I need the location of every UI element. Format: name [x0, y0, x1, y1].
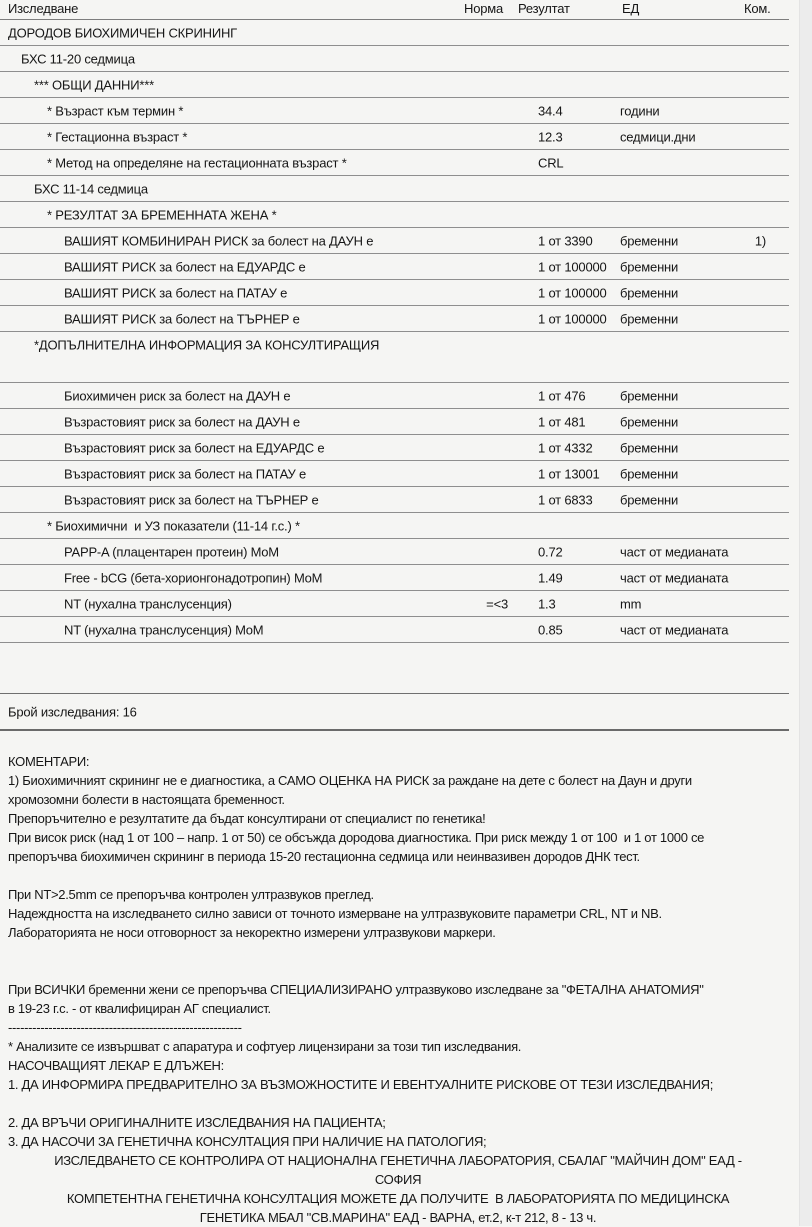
row-label: *ДОПЪЛНИТЕЛНА ИНФОРМАЦИЯ ЗА КОНСУЛТИРАЩИЯ — [34, 337, 380, 352]
row-result-value: 1 от 100000 — [538, 311, 607, 326]
comment-line: НАСОЧВАЩИЯТ ЛЕКАР Е ДЛЪЖЕН: — [8, 1058, 224, 1073]
row-result-value: 1 от 4332 — [538, 440, 593, 455]
table-row — [0, 409, 789, 435]
row-unit-value: бременни — [620, 233, 679, 248]
column-header-unit: ЕД — [622, 1, 640, 16]
page-right-edge — [799, 0, 812, 1226]
table-header-row — [0, 0, 789, 20]
comments-section — [0, 731, 796, 1227]
row-label: * Възраст към термин * — [47, 103, 184, 118]
row-result-value: 0.85 — [538, 622, 563, 637]
table-row — [0, 124, 789, 150]
row-result-value: 12.3 — [538, 129, 563, 144]
comment-line: При NT>2.5mm се препоръчва контролен ултразвуков преглед. — [8, 887, 374, 902]
row-result-value: 1 от 6833 — [538, 492, 593, 507]
row-label: *** ОБЩИ ДАННИ*** — [34, 77, 154, 92]
comment-line — [8, 866, 788, 885]
table-row — [0, 435, 789, 461]
table-row — [0, 487, 789, 513]
results-table-body — [0, 20, 812, 643]
row-label: ВАШИЯТ РИСК за болест на ПАТАУ е — [64, 285, 288, 300]
row-unit-value: години — [620, 103, 660, 118]
row-label: * РЕЗУЛТАТ ЗА БРЕМЕННАТА ЖЕНА * — [47, 207, 277, 222]
table-row — [0, 513, 789, 539]
tests-count-label: Брой изследвания: 16 — [8, 704, 137, 719]
comment-line: При ВСИЧКИ бременни жени се препоръчва СПЕЦИАЛИЗИРАНО ултразвуково изследване за "ФЕТАЛНА АНАТОМИЯ" — [8, 982, 704, 997]
row-unit-value: бременни — [620, 414, 679, 429]
row-label: Биохимичен риск за болест на ДАУН е — [64, 388, 291, 403]
comment-line: хромозомни болести в настоящата бременност. — [8, 792, 285, 807]
row-label: NT (нухална транслусенция) — [64, 596, 232, 611]
comment-line: КОМПЕТЕНТНА ГЕНЕТИЧНА КОНСУЛТАЦИЯ МОЖЕТЕ ДА ПОЛУЧИТЕ В ЛАБОРАТОРИЯТА ПО МЕДИЦИНСКА — [66, 1191, 730, 1206]
row-result-value: 1 от 3390 — [538, 233, 593, 248]
row-unit-value: бременни — [620, 466, 679, 481]
table-row — [0, 332, 789, 357]
row-label: ВАШИЯТ РИСК за болест на ЕДУАРДС е — [64, 259, 306, 274]
row-label: БХС 11-14 седмица — [34, 181, 148, 196]
row-label: Възрастовият риск за болест на ЕДУАРДС е — [64, 440, 325, 455]
table-row — [0, 46, 789, 72]
row-comment-ref: 1) — [754, 233, 766, 248]
comment-line: препоръчва биохимичен скрининг в периода 15-20 гестационна седмица или неинвазивен дородов ДНК тест. — [8, 849, 640, 864]
comment-line: 2. ДА ВРЪЧИ ОРИГИНАЛНИТЕ ИЗСЛЕДВАНИЯ НА ПАЦИЕНТА; — [8, 1115, 386, 1130]
comment-line: ИЗСЛЕДВАНЕТО СЕ КОНТРОЛИРА ОТ НАЦИОНАЛНА ГЕНЕТИЧНА ЛАБОРАТОРИЯ, СБАЛАГ "МАЙЧИН ДОМ" ЕАД - — [54, 1153, 742, 1168]
row-label: NT (нухална транслусенция) MoM — [64, 622, 264, 637]
comment-line: * Анализите се извършват с апаратура и софтуер лицензирани за този тип изследвания. — [8, 1039, 522, 1054]
column-header-investigation: Изследване — [8, 1, 79, 16]
row-label: ВАШИЯТ КОМБИНИРАН РИСК за болест на ДАУН е — [64, 233, 374, 248]
table-row — [0, 280, 789, 306]
table-row — [0, 306, 789, 332]
comment-line: 3. ДА НАСОЧИ ЗА ГЕНЕТИЧНА КОНСУЛТАЦИЯ ПРИ НАЛИЧИЕ НА ПАТОЛОГИЯ; — [8, 1134, 487, 1149]
comment-line: СОФИЯ — [374, 1172, 422, 1187]
table-row — [0, 98, 789, 124]
table-row — [0, 565, 789, 591]
row-result-value: 0.72 — [538, 544, 563, 559]
comment-line: ГЕНЕТИКА МБАЛ "СВ.МАРИНА" ЕАД - ВАРНА, ет.2, к-т 212, 8 - 13 ч. — [199, 1210, 597, 1225]
row-result-value: 1 от 481 — [538, 414, 586, 429]
row-label: Възрастовият риск за болест на ТЪРНЕР е — [64, 492, 319, 507]
row-result-value: 1 от 100000 — [538, 259, 607, 274]
table-row-blank — [0, 357, 789, 383]
row-unit-value: част от медианата — [620, 622, 729, 637]
row-result-value: 1 от 476 — [538, 388, 586, 403]
comment-line: При висок риск (над 1 от 100 – напр. 1 от 50) се обсъжда дородова диагностика. При риск между 1 от 100 и 1 от 1000 се — [8, 830, 705, 845]
table-summary-gap — [0, 643, 789, 693]
table-row — [0, 228, 789, 254]
row-result-value: 1 от 13001 — [538, 466, 600, 481]
comment-line: в 19-23 г.с. - от квалифициран АГ специалист. — [8, 1001, 271, 1016]
row-unit-value: бременни — [620, 285, 679, 300]
tests-count-row — [0, 693, 789, 731]
row-unit-value: част от медианата — [620, 544, 729, 559]
table-row — [0, 72, 789, 98]
table-row — [0, 617, 789, 643]
table-row — [0, 539, 789, 565]
table-row — [0, 461, 789, 487]
row-label: * Биохимични и УЗ показатели (11-14 г.с.) * — [47, 518, 300, 533]
row-label: ВАШИЯТ РИСК за болест на ТЪРНЕР е — [64, 311, 300, 326]
table-row — [0, 202, 789, 228]
row-label: * Метод на определяне на гестационната възраст * — [47, 155, 347, 170]
row-label: БХС 11-20 седмица — [21, 51, 135, 66]
comment-line — [8, 961, 788, 980]
table-row — [0, 591, 789, 617]
comment-line: КОМЕНТАРИ: — [8, 754, 90, 769]
column-header-norm: Норма — [464, 1, 504, 16]
row-result-value: 1 от 100000 — [538, 285, 607, 300]
table-row — [0, 383, 789, 409]
row-norm-value: =<3 — [486, 596, 508, 611]
row-result-value: CRL — [538, 155, 564, 170]
comment-line: Препоръчително е резултатите да бъдат консултирани от специалист по генетика! — [8, 811, 486, 826]
row-unit-value: част от медианата — [620, 570, 729, 585]
table-row — [0, 150, 789, 176]
row-result-value: 1.49 — [538, 570, 563, 585]
table-row — [0, 20, 789, 46]
comment-line: Надеждността на изследването силно зависи от точното измерване на ултразвуковите параметри CRL, NT и NB. — [8, 906, 662, 921]
row-unit-value: бременни — [620, 259, 679, 274]
row-unit-value: седмици.дни — [620, 129, 696, 144]
row-unit-value: бременни — [620, 440, 679, 455]
comment-line: 1. ДА ИНФОРМИРА ПРЕДВАРИТЕЛНО ЗА ВЪЗМОЖНОСТИТЕ И ЕВЕНТУАЛНИТЕ РИСКОВЕ ОТ ТЕЗИ ИЗСЛЕДВАНИЯ; — [8, 1077, 714, 1092]
row-label: Възрастовият риск за болест на ПАТАУ е — [64, 466, 307, 481]
row-label: ДОРОДОВ БИОХИМИЧЕН СКРИНИНГ — [8, 25, 237, 40]
comment-line: 1) Биохимичният скрининг не е диагностика, а САМО ОЦЕНКА НА РИСК за раждане на дете с болест на Даун и други — [8, 773, 692, 788]
row-result-value: 34.4 — [538, 103, 563, 118]
comment-line: ---------------------------------------------------------- — [8, 1020, 242, 1035]
table-row — [0, 176, 789, 202]
row-label: PAPP-A (плацентарен протеин) MoM — [64, 544, 279, 559]
column-header-comment: Ком. — [744, 1, 771, 16]
row-unit-value: бременни — [620, 311, 679, 326]
row-label: Възрастовият риск за болест на ДАУН е — [64, 414, 300, 429]
comment-line: Лабораторията не носи отговорност за некоректно измерени ултразвукови маркери. — [8, 925, 496, 940]
comment-line — [8, 942, 788, 961]
table-row — [0, 254, 789, 280]
row-result-value: 1.3 — [538, 596, 556, 611]
comment-line — [8, 1094, 788, 1113]
column-header-result: Резултат — [518, 1, 570, 16]
row-unit-value: бременни — [620, 492, 679, 507]
row-unit-value: бременни — [620, 388, 679, 403]
row-unit-value: mm — [620, 596, 642, 611]
row-label: * Гестационна възраст * — [47, 129, 188, 144]
row-label: Free - bCG (бета-хорионгонадотропин) MoM — [64, 570, 323, 585]
